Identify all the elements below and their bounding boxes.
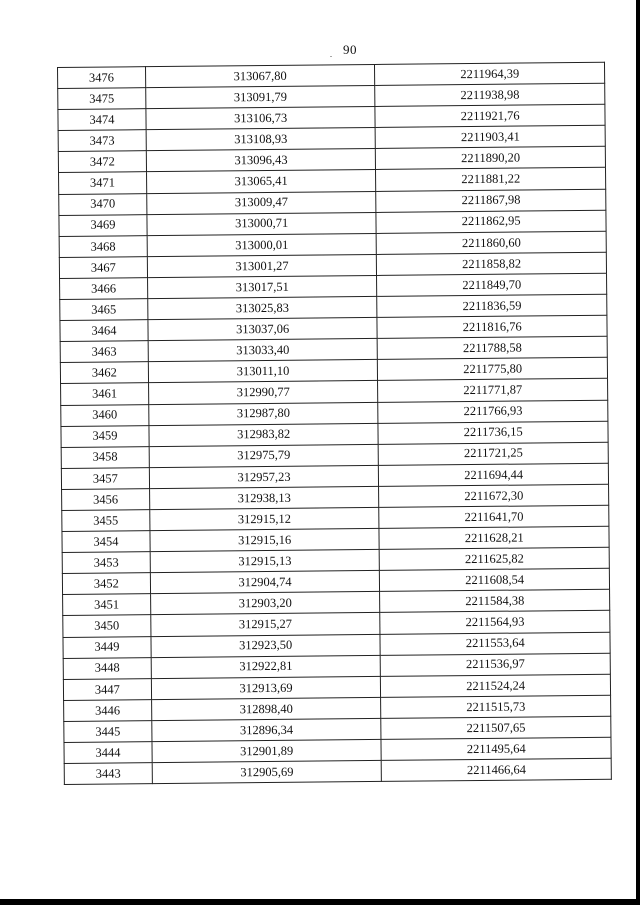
point-id-cell: 3449 — [63, 636, 151, 658]
point-id-cell: 3472 — [58, 151, 146, 173]
x-coordinate-cell: 312990,77 — [148, 381, 378, 404]
coordinates-table — [57, 62, 612, 785]
y-coordinate-cell: 2211524,24 — [381, 674, 611, 697]
x-coordinate-cell: 312987,80 — [149, 402, 379, 425]
y-coordinate-cell: 2211921,76 — [375, 104, 605, 127]
x-coordinate-cell: 312915,13 — [150, 550, 380, 573]
y-coordinate-cell: 2211641,70 — [379, 505, 609, 528]
point-id-cell: 3458 — [61, 446, 149, 468]
x-coordinate-cell: 312957,23 — [149, 465, 379, 488]
scan-speck: . — [330, 50, 332, 59]
x-coordinate-cell: 313067,80 — [145, 64, 375, 87]
x-coordinate-cell: 312905,69 — [152, 761, 382, 784]
y-coordinate-cell: 2211890,20 — [376, 147, 606, 170]
y-coordinate-cell: 2211672,30 — [379, 484, 609, 507]
table-row — [64, 758, 611, 784]
point-id-cell: 3466 — [60, 278, 148, 300]
y-coordinate-cell: 2211536,97 — [381, 653, 611, 676]
x-coordinate-cell: 313106,73 — [146, 107, 376, 130]
scan-border-bottom — [0, 899, 640, 905]
x-coordinate-cell: 313065,41 — [146, 170, 376, 193]
point-id-cell: 3446 — [64, 699, 152, 721]
point-id-cell: 3468 — [59, 235, 147, 257]
point-id-cell: 3476 — [58, 67, 146, 89]
x-coordinate-cell: 312904,74 — [150, 571, 380, 594]
point-id-cell: 3473 — [58, 130, 146, 152]
x-coordinate-cell: 313108,93 — [146, 128, 376, 151]
y-coordinate-cell: 2211860,60 — [377, 231, 607, 254]
x-coordinate-cell: 312938,13 — [149, 486, 379, 509]
x-coordinate-cell: 312923,50 — [151, 634, 381, 657]
x-coordinate-cell: 313017,51 — [147, 275, 377, 298]
x-coordinate-cell: 312898,40 — [151, 697, 381, 720]
point-id-cell: 3465 — [60, 299, 148, 321]
x-coordinate-cell: 312915,27 — [151, 613, 381, 636]
x-coordinate-cell: 313000,01 — [147, 233, 377, 256]
point-id-cell: 3455 — [62, 510, 150, 532]
point-id-cell: 3453 — [62, 552, 150, 574]
y-coordinate-cell: 2211736,15 — [378, 421, 608, 444]
x-coordinate-cell: 313001,27 — [147, 254, 377, 277]
y-coordinate-cell: 2211903,41 — [375, 126, 605, 149]
point-id-cell: 3474 — [58, 109, 146, 131]
y-coordinate-cell: 2211608,54 — [380, 568, 610, 591]
x-coordinate-cell: 312915,12 — [150, 507, 380, 530]
y-coordinate-cell: 2211721,25 — [379, 442, 609, 465]
point-id-cell: 3467 — [59, 256, 147, 278]
x-coordinate-cell: 312975,79 — [149, 444, 379, 467]
x-coordinate-cell: 313033,40 — [148, 339, 378, 362]
y-coordinate-cell: 2211849,70 — [377, 273, 607, 296]
point-id-cell: 3461 — [61, 383, 149, 405]
y-coordinate-cell: 2211771,87 — [378, 379, 608, 402]
y-coordinate-cell: 2211816,76 — [377, 315, 607, 338]
point-id-cell: 3463 — [60, 341, 148, 363]
point-id-cell: 3469 — [59, 214, 147, 236]
x-coordinate-cell: 312896,34 — [152, 718, 382, 741]
point-id-cell: 3454 — [62, 531, 150, 553]
y-coordinate-cell: 2211775,80 — [378, 358, 608, 381]
point-id-cell: 3459 — [61, 425, 149, 447]
point-id-cell: 3457 — [61, 467, 149, 489]
point-id-cell: 3464 — [60, 320, 148, 342]
y-coordinate-cell: 2211964,39 — [375, 62, 605, 85]
x-coordinate-cell: 313011,10 — [148, 360, 378, 383]
point-id-cell: 3470 — [59, 193, 147, 215]
y-coordinate-cell: 2211867,98 — [376, 189, 606, 212]
point-id-cell: 3445 — [64, 721, 152, 743]
x-coordinate-cell: 312915,16 — [150, 528, 380, 551]
y-coordinate-cell: 2211858,82 — [377, 252, 607, 275]
y-coordinate-cell: 2211466,64 — [382, 758, 612, 781]
coordinates-table-body — [58, 62, 612, 784]
point-id-cell: 3462 — [60, 362, 148, 384]
point-id-cell: 3475 — [58, 88, 146, 110]
x-coordinate-cell: 313091,79 — [146, 86, 376, 109]
y-coordinate-cell: 2211836,59 — [377, 294, 607, 317]
x-coordinate-cell: 312903,20 — [150, 592, 380, 615]
y-coordinate-cell: 2211628,21 — [379, 526, 609, 549]
y-coordinate-cell: 2211625,82 — [380, 547, 610, 570]
point-id-cell: 3443 — [64, 763, 152, 785]
y-coordinate-cell: 2211515,73 — [381, 695, 611, 718]
point-id-cell: 3456 — [62, 489, 150, 511]
y-coordinate-cell: 2211564,93 — [380, 611, 610, 634]
point-id-cell: 3447 — [63, 678, 151, 700]
scan-border-right — [636, 0, 640, 905]
x-coordinate-cell: 313000,71 — [147, 212, 377, 235]
point-id-cell: 3444 — [64, 742, 152, 764]
y-coordinate-cell: 2211694,44 — [379, 463, 609, 486]
x-coordinate-cell: 312913,69 — [151, 676, 381, 699]
x-coordinate-cell: 312983,82 — [149, 423, 379, 446]
y-coordinate-cell: 2211495,64 — [381, 737, 611, 760]
point-id-cell: 3460 — [61, 404, 149, 426]
x-coordinate-cell: 313009,47 — [147, 191, 377, 214]
y-coordinate-cell: 2211881,22 — [376, 168, 606, 191]
page-number: 90 — [343, 42, 357, 57]
y-coordinate-cell: 2211584,38 — [380, 590, 610, 613]
x-coordinate-cell: 313037,06 — [148, 318, 378, 341]
point-id-cell: 3452 — [62, 573, 150, 595]
x-coordinate-cell: 312922,81 — [151, 655, 381, 678]
y-coordinate-cell: 2211862,95 — [376, 210, 606, 233]
x-coordinate-cell: 313096,43 — [146, 149, 376, 172]
point-id-cell: 3448 — [63, 657, 151, 679]
point-id-cell: 3450 — [63, 615, 151, 637]
x-coordinate-cell: 312901,89 — [152, 739, 382, 762]
y-coordinate-cell: 2211507,65 — [381, 716, 611, 739]
x-coordinate-cell: 313025,83 — [148, 296, 378, 319]
y-coordinate-cell: 2211938,98 — [375, 83, 605, 106]
point-id-cell: 3451 — [63, 594, 151, 616]
y-coordinate-cell: 2211553,64 — [380, 632, 610, 655]
point-id-cell: 3471 — [59, 172, 147, 194]
y-coordinate-cell: 2211788,58 — [378, 336, 608, 359]
y-coordinate-cell: 2211766,93 — [378, 400, 608, 423]
